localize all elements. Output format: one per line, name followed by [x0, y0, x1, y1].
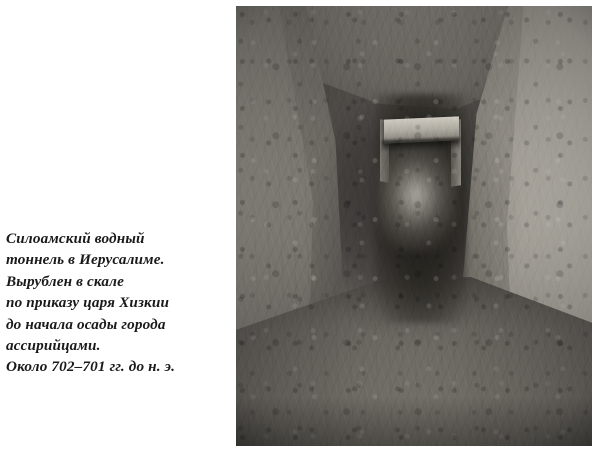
caption-line-5: до начала осады города: [6, 315, 166, 333]
caption-line-4: по приказу царя Хизкии: [6, 294, 170, 312]
photo-vignette: [236, 6, 592, 446]
tunnel-photograph: [236, 6, 592, 446]
caption-line-3: Вырублен в скале: [6, 272, 124, 290]
caption-line-6: ассирийцами.: [6, 337, 101, 355]
photo-frame: [236, 6, 592, 446]
caption-line-7: Около 702–701 гг. до н. э.: [6, 358, 176, 376]
image-caption: [6, 228, 224, 378]
caption-line-2: тоннель в Иерусалиме.: [6, 251, 165, 269]
caption-line-1: Силоамский водный: [6, 230, 145, 247]
